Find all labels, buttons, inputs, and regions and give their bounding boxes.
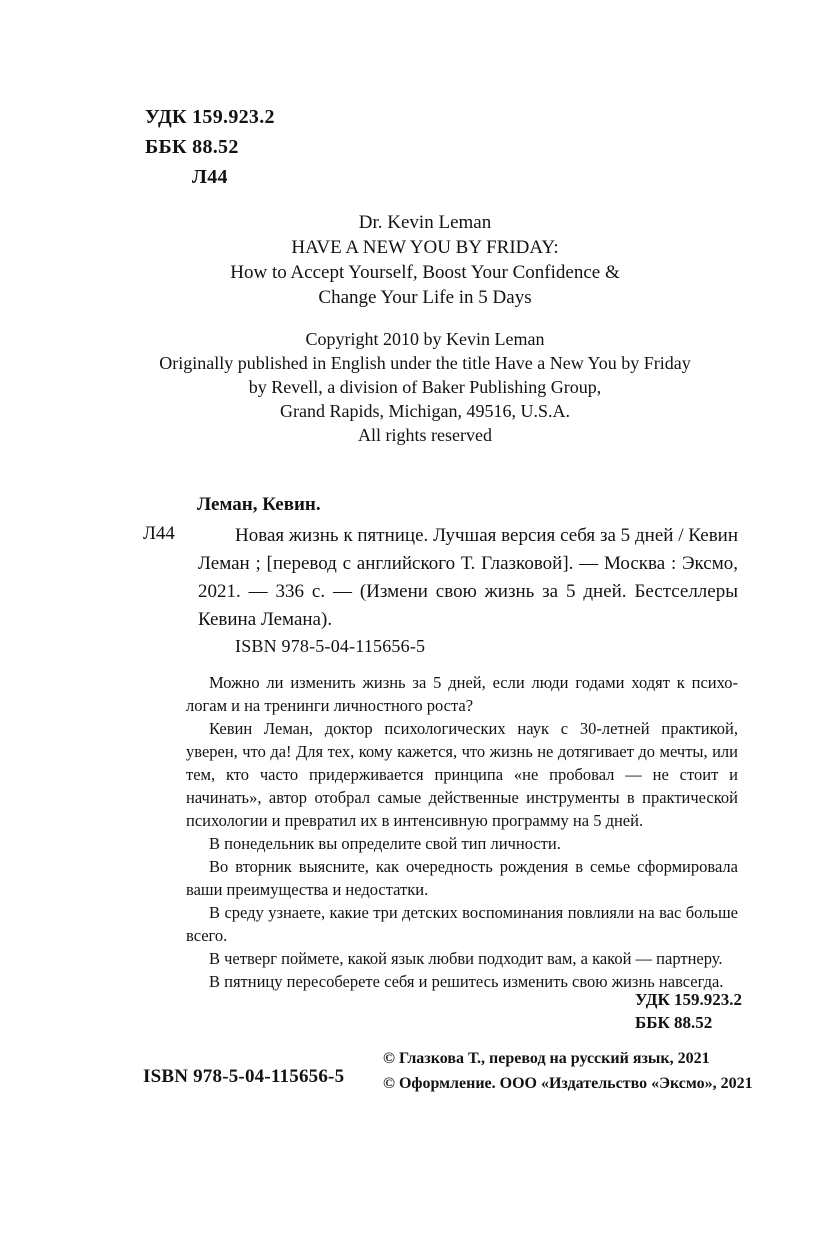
annotation-paragraph: В среду узнаете, какие три детских воспоминания повлияли на вас больше всего. xyxy=(186,903,738,945)
biblio-author-heading: Леман, Кевин. xyxy=(197,494,321,515)
annotation-paragraph: Во вторник выясните, как очередность рождения в семье сформировала ваши преимущества и недостатки. xyxy=(186,857,738,899)
classification-codes-top xyxy=(145,102,275,192)
bbk-code-bottom: ББК 88.52 xyxy=(635,1013,713,1032)
annotation-block xyxy=(186,671,738,993)
copyright-line1: Copyright 2010 by Kevin Leman xyxy=(305,329,545,349)
original-author: Dr. Kevin Leman xyxy=(358,212,492,233)
copyright-design: © Оформление. ООО «Издательство «Эксмо», 2021 xyxy=(383,1075,753,1092)
author-sign-biblio: Л44 xyxy=(143,523,175,544)
copyright-line5: All rights reserved xyxy=(358,425,492,445)
original-copyright-block xyxy=(95,327,755,447)
original-title: HAVE A NEW YOU BY FRIDAY: xyxy=(291,237,559,258)
isbn-biblio: ISBN 978-5-04-115656-5 xyxy=(235,636,426,656)
bbk-code-top: ББК 88.52 xyxy=(145,136,239,158)
copyright-line4: Grand Rapids, Michigan, 49516, U.S.A. xyxy=(280,401,570,421)
original-subtitle-line2: Change Your Life in 5 Days xyxy=(318,287,532,308)
original-title-block xyxy=(110,210,740,310)
isbn-footer: ISBN 978-5-04-115656-5 xyxy=(143,1066,345,1087)
udk-code-bottom: УДК 159.923.2 xyxy=(635,990,743,1009)
copyright-line2: Originally published in English under the title Have a New You by Friday xyxy=(159,353,691,373)
annotation-paragraph: В четверг поймете, какой язык любви подходит вам, а какой — партнеру. xyxy=(209,949,723,968)
footer-copyright-block xyxy=(383,1046,753,1096)
classification-codes-bottom xyxy=(635,988,742,1034)
copyright-translation: © Глазкова Т., перевод на русский язык, 2021 xyxy=(383,1050,710,1067)
annotation-paragraph: В понедельник вы определите свой тип личности. xyxy=(209,834,561,853)
biblio-entry: Новая жизнь к пятнице. Лучшая версия себя за 5 дней / Кевин Леман ; [перевод с английского Т. Глазковой]. — Москва : Эксмо, 2021. — 336 с. — (Измени свою жизнь за 5 дней. Бестселлеры Кевина Лемана). xyxy=(198,525,738,630)
copyright-line3: by Revell, a division of Baker Publishing Group, xyxy=(248,377,602,397)
udk-code-top: УДК 159.923.2 xyxy=(145,106,275,128)
annotation-paragraph: В пятницу пересоберете себя и решитесь изменить свою жизнь навсегда. xyxy=(209,972,724,991)
author-sign-top: Л44 xyxy=(192,166,228,188)
annotation-paragraph: Можно ли изменить жизнь за 5 дней, если люди годами ходят к психологам и на тренинги личностного роста? xyxy=(186,673,738,715)
original-subtitle-line1: How to Accept Yourself, Boost Your Confidence & xyxy=(230,262,620,283)
annotation-paragraph: Кевин Леман, доктор психологических наук с 30-летней практикой, уверен, что да! Для тех, кому кажется, что жизнь не дотягивает до мечты, или тем, кто часто придерживается принципа «не пробовал — не стоит и начинать», автор отобрал самые действенные инструменты в практической психологии и превратил их в интенсивную программу на 5 дней. xyxy=(186,719,738,830)
